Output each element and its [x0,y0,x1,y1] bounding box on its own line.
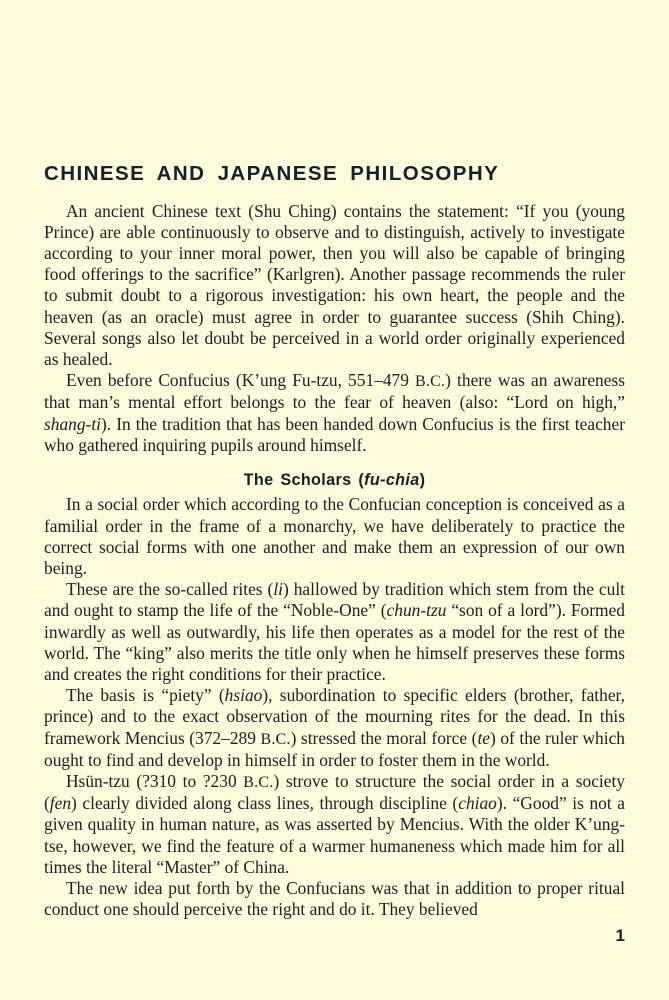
paragraph-7 [44,878,625,920]
page-number: 1 [615,926,625,945]
paragraph-6-text-a: Hsün-tzu (?310 to ?230 [66,771,244,792]
paragraph-7-text: The new idea put forth by the Confucians was that in addition to proper ritual conduct one should perceive the right and do it. They believed [44,878,625,920]
paragraph-2 [44,370,625,456]
paragraph-1-text: An ancient Chinese text (Shu Ching) contains the statement: “If you (young Prince) are able continuously to observe and to distinguish, actively to investigate according to your inner moral power, then you will also be capable of bringing food offerings to the sacrifice” (Karlgren). Another passage recommends the ruler to submit doubt to a rigorous investigation: his own heart, the people and the heaven (as an oracle) must agree in order to guarantee success (Shih Ching). Several songs also let doubt be perceived in a world order originally experienced as healed. [44,200,625,369]
paragraph-4 [44,579,625,685]
era-label-bc: B.C. [260,730,291,748]
romanized-term-fen: fen [49,793,72,814]
paragraph-2-text-a: Even before Confucius (K’ung Fu-tzu, 551–479 [66,370,416,391]
paragraph-6-text-c: ) clearly divided along class lines, through discipline ( [71,793,459,814]
paragraph-5-text-b: ), subordination to specific elders (brother, father, prince) and to the exact observation of the mourning rites for the dead. In this framework Mencius (372–289 [44,685,625,748]
paragraph-1 [44,201,625,371]
section-heading-the-scholars [44,471,625,490]
section-heading-label: The Scholars ( [243,470,365,489]
paragraph-6-text-d: ). “Good” is not a given quality in human nature, as was asserted by Mencius. With the older K’ung-tse, however, we find the feature of a warmer humaneness which made him for all times the literal “Master” of China. [44,793,626,877]
paragraph-4-text-a: These are the so-called rites ( [66,579,274,600]
era-label-bc: B.C. [415,373,446,391]
paragraph-2-text-c: ). In the tradition that has been handed down Confucius is the first teacher who gathered inquiring pupils around himself. [44,413,625,455]
paragraph-4-text-b: ) hallowed by tradition which stem from the cult and ought to stamp the life of the “Noble-One” ( [44,579,625,621]
era-label-bc: B.C. [243,774,274,792]
section-heading-close-paren: ) [419,470,426,489]
paragraph-5-text-c: ) stressed the moral force ( [290,727,478,748]
paragraph-5 [44,685,625,771]
romanized-term-te: te [477,727,491,748]
romanized-term-li: li [273,579,283,600]
paragraph-3-text: In a social order which according to the Confucian conception is conceived as a familial order in the frame of a monarchy, we have deliberately to practice the correct social forms with one another and make them an expression of our own being. [44,494,625,579]
paragraph-2-text-b: ) there was an awareness that man’s mental effort belongs to the fear of heaven (also: “Lord on high,” [44,370,625,413]
paragraph-4-text-c: “son of a lord”). Formed inwardly as well as outwardly, his life then operates as a model for the rest of the world. The “king” also merits the title only when he himself preserves these forms and creates the right conditions for their practice. [44,600,625,685]
paragraph-6 [44,771,625,878]
romanized-term-chun-tzu: chun-tzu [386,600,447,621]
page-content [44,163,625,920]
paragraph-5-text-d: ) of the ruler which ought to find and develop in himself in order to foster them in the world. [44,727,626,770]
romanized-term-shang-ti: shang-ti [44,413,102,434]
paragraph-3 [44,494,625,579]
paragraph-6-text-b: ) strove to structure the social order in a society ( [44,771,625,814]
romanized-term-fu-chia: fu-chia [364,470,420,489]
paragraph-5-text-a: The basis is “piety” ( [66,685,225,706]
romanized-term-chiao: chiao [458,793,497,814]
romanized-term-hsiao: hsiao [224,685,263,706]
page-title: CHINESE AND JAPANESE PHILOSOPHY [44,162,500,185]
